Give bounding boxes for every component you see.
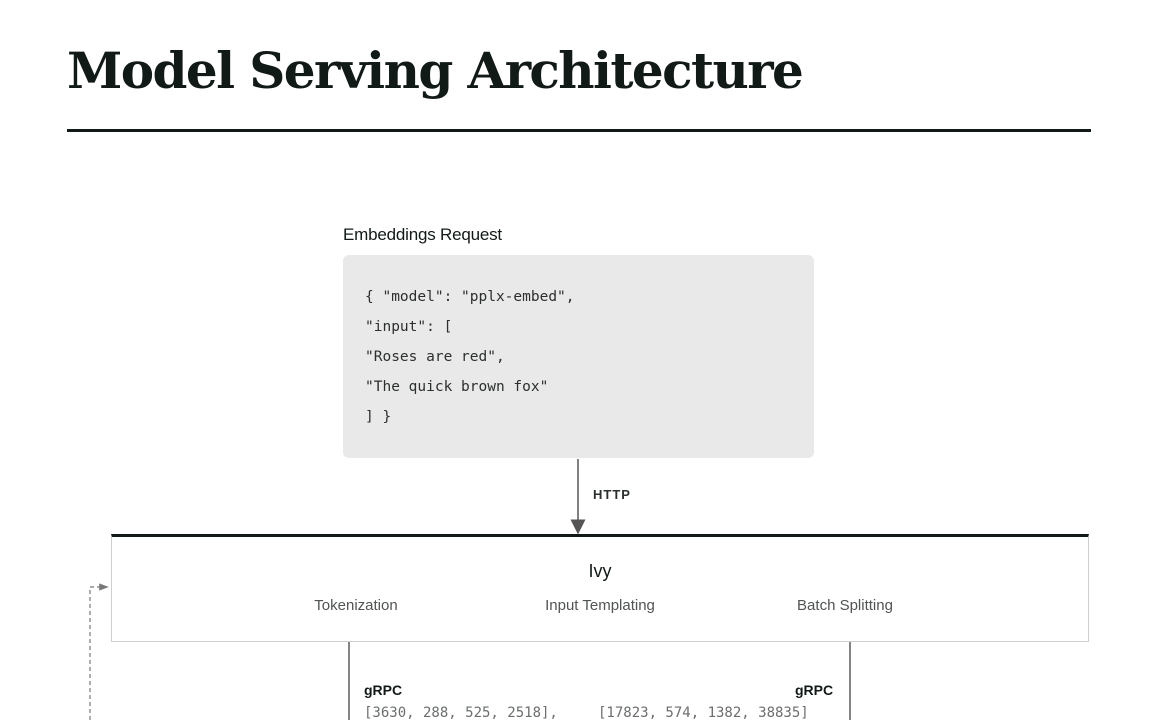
grpc-right-label: gRPC	[795, 682, 834, 698]
left-token-ids: [3630, 288, 525, 2518],	[364, 705, 558, 721]
code-line: ] }	[365, 409, 392, 425]
ivy-step-batch-splitting: Batch Splitting	[797, 597, 893, 614]
right-token-ids: [17823, 574, 1382, 38835]	[598, 705, 809, 721]
code-line: "The quick brown fox"	[365, 379, 549, 395]
ivy-step-input-templating: Input Templating	[545, 597, 655, 614]
http-label: HTTP	[593, 487, 631, 502]
code-line: "Roses are red",	[365, 349, 505, 365]
feedback-dashed-arrow	[90, 587, 104, 720]
code-line: { "model": "pplx-embed",	[365, 289, 575, 305]
code-line: "input": [	[365, 319, 453, 335]
ivy-box	[111, 534, 1089, 642]
ivy-step-tokenization: Tokenization	[314, 597, 398, 614]
grpc-left-label: gRPC	[364, 682, 403, 698]
embeddings-request-label: Embeddings Request	[343, 225, 502, 244]
ivy-title: Ivy	[588, 561, 612, 581]
page-title: Model Serving Architecture	[67, 41, 803, 100]
